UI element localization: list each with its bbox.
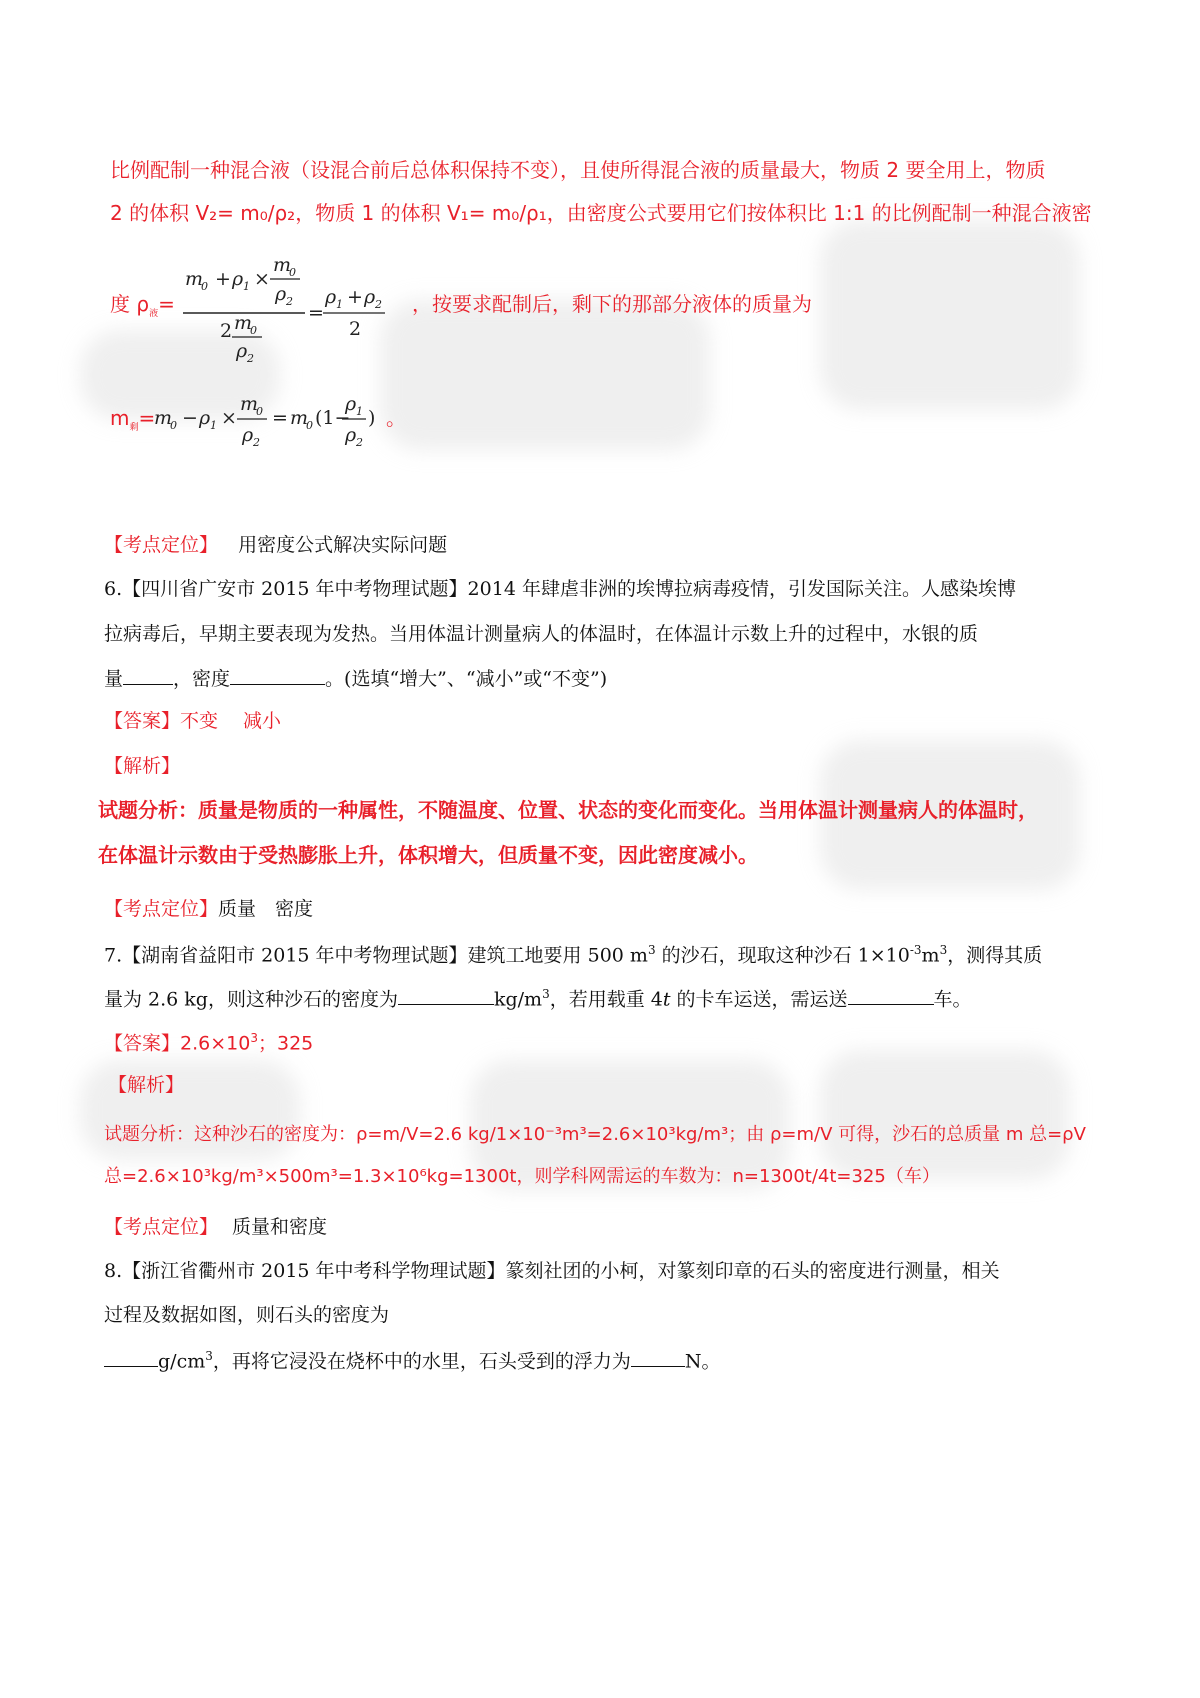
svg-text:1: 1 [210,419,217,432]
svg-text:0: 0 [256,405,263,418]
q8-line-3: $g/cm^3$，再将它浸没在烧杯中的水里，石头受到的浮力为 N。 [104,1350,721,1371]
q6-line-1: 6.【四川省广安市 2015 年中考物理试题】2014 年肆虐非洲的埃博拉病毒疫情，引发国际关注。人感染埃博 [104,578,1016,600]
svg-text:0: 0 [170,419,177,432]
answer-blank[interactable] [104,1350,158,1367]
q6-analysis-label: 【解析】 [104,755,181,777]
answer-blank[interactable] [398,988,494,1005]
svg-text:m: m [240,393,259,415]
density-formula-suffix: ，按要求配制后，剩下的那部分液体的质量为 [412,292,812,316]
q8-line-1: 8.【浙江省衢州市 2015 年中考科学物理试题】篆刻社团的小柯，对篆刻印章的石头的密度进行测量，相关 [104,1260,1000,1282]
svg-text:m: m [185,268,204,290]
svg-text:ρ: ρ [275,283,287,305]
point-label: 【考点定位】 [104,534,219,556]
watermark [380,300,710,450]
q7-analysis-line-2: 总=2.6×10³kg/m³×500m³=1.3×10⁶kg=1300t，则学科网需运的车数为：n=1300t/4t=325（车） [104,1166,940,1187]
watermark [820,220,1080,410]
svg-text:m: m [273,255,292,276]
point-text: 用密度公式解决实际问题 [238,534,448,556]
remain-formula [152,388,392,458]
svg-text:ρ: ρ [242,424,254,446]
svg-text:×: × [221,407,237,429]
svg-text:2: 2 [375,298,382,311]
svg-text:0: 0 [306,419,313,432]
svg-text:1: 1 [336,298,343,311]
svg-text:ρ: ρ [236,340,248,362]
svg-text:ρ: ρ [325,286,337,308]
svg-text:0: 0 [289,266,296,279]
answer-blank[interactable] [631,1350,685,1367]
q7-point: 【考点定位】 质量和密度 [104,1216,328,1238]
svg-text:ρ: ρ [232,268,244,290]
svg-text:0: 0 [201,280,208,293]
svg-text:+: + [347,286,363,308]
answer-blank[interactable] [123,668,173,685]
svg-text:m: m [234,312,253,334]
svg-text:2: 2 [286,295,293,308]
q7-line-1: 7.【湖南省益阳市 2015 年中考物理试题】建筑工地要用 500 $m^3$ 的沙石，现取这种沙石 $1\times 10^{-3}m^3$，测得其质 [104,943,1043,967]
svg-text:ρ: ρ [199,407,211,429]
svg-text:(1−: (1− [315,407,351,429]
q6-point: 【考点定位】质量 密度 [104,898,314,920]
svg-text:2: 2 [253,436,260,449]
q7-line-2: 量为 2.6 kg，则这种沙石的密度为 $kg/m^3$，若用载重 4t 的卡车运送，需运送 车。 [104,987,972,1011]
q6-analysis-line-1: 试题分析：质量是物质的一种属性，不随温度、位置、状态的变化而变化。当用体温计测量病人的体温时， [98,798,1038,822]
svg-text:2: 2 [247,352,254,365]
svg-text:1: 1 [243,280,250,293]
q7-analysis-label: 【解析】 [108,1074,185,1096]
remain-formula-end: 。 [386,406,406,430]
svg-text:2: 2 [220,320,233,342]
answer-blank[interactable] [848,988,934,1005]
q7-answer: 【答案】$2.6\times 10^3$；325 [104,1031,314,1055]
q6-answer: 【答案】不变 减小 [104,710,282,732]
svg-text:×: × [254,268,270,290]
q6-analysis-line-2: 在体温计示数由于受热膨胀上升，体积增大，但质量不变，因此密度减小。 [98,843,758,867]
q7-analysis-line-1: 试题分析：这种沙石的密度为：ρ=m/V=2.6 kg/1×10⁻³m³=2.6×10³kg/m³；由 ρ=m/V 可得，沙石的总质量 m 总=ρV [104,1124,1086,1145]
density-formula-prefix: 度 $\rho_液=$ [110,292,175,319]
prev-solution-line-2: 2 的体积 V₂= m₀/ρ₂，物质 1 的体积 V₁= m₀/ρ₁，由密度公式要用它们按体积比 1:1 的比例配制一种混合液密 [110,201,1092,225]
q5-point [104,536,447,555]
q8-line-2: 过程及数据如图，则石头的密度为 [104,1304,390,1326]
svg-text:0: 0 [250,324,257,337]
svg-text:ρ: ρ [364,286,376,308]
svg-text:2: 2 [356,436,363,449]
svg-text:=: = [308,302,324,324]
prev-solution-line-1: 比例配制一种混合液（设混合前后总体积保持不变），且使所得混合液的质量最大，物质 2 要全用上，物质 [110,158,1046,182]
watermark [820,1050,1070,1180]
svg-text:−: − [182,407,198,429]
q6-line-2: 拉病毒后，早期主要表现为发热。当用体温计测量病人的体温时，在体温计示数上升的过程中，水银的质 [104,623,979,645]
svg-text:ρ: ρ [345,424,357,446]
svg-text:1: 1 [356,405,363,418]
density-formula [180,255,410,365]
remain-formula-prefix: $m_剩=$ [110,406,156,433]
svg-text:=: = [272,407,288,429]
svg-text:2: 2 [349,318,362,340]
svg-text:ρ: ρ [345,393,357,415]
svg-text:): ) [368,407,376,429]
q6-line-3: 量 ，密度 。(选填“增大”、“减小”或“不变”) [104,668,608,690]
svg-text:+: + [215,268,231,290]
svg-text:m: m [154,407,173,429]
answer-blank[interactable] [230,668,325,685]
svg-text:m: m [290,407,309,429]
